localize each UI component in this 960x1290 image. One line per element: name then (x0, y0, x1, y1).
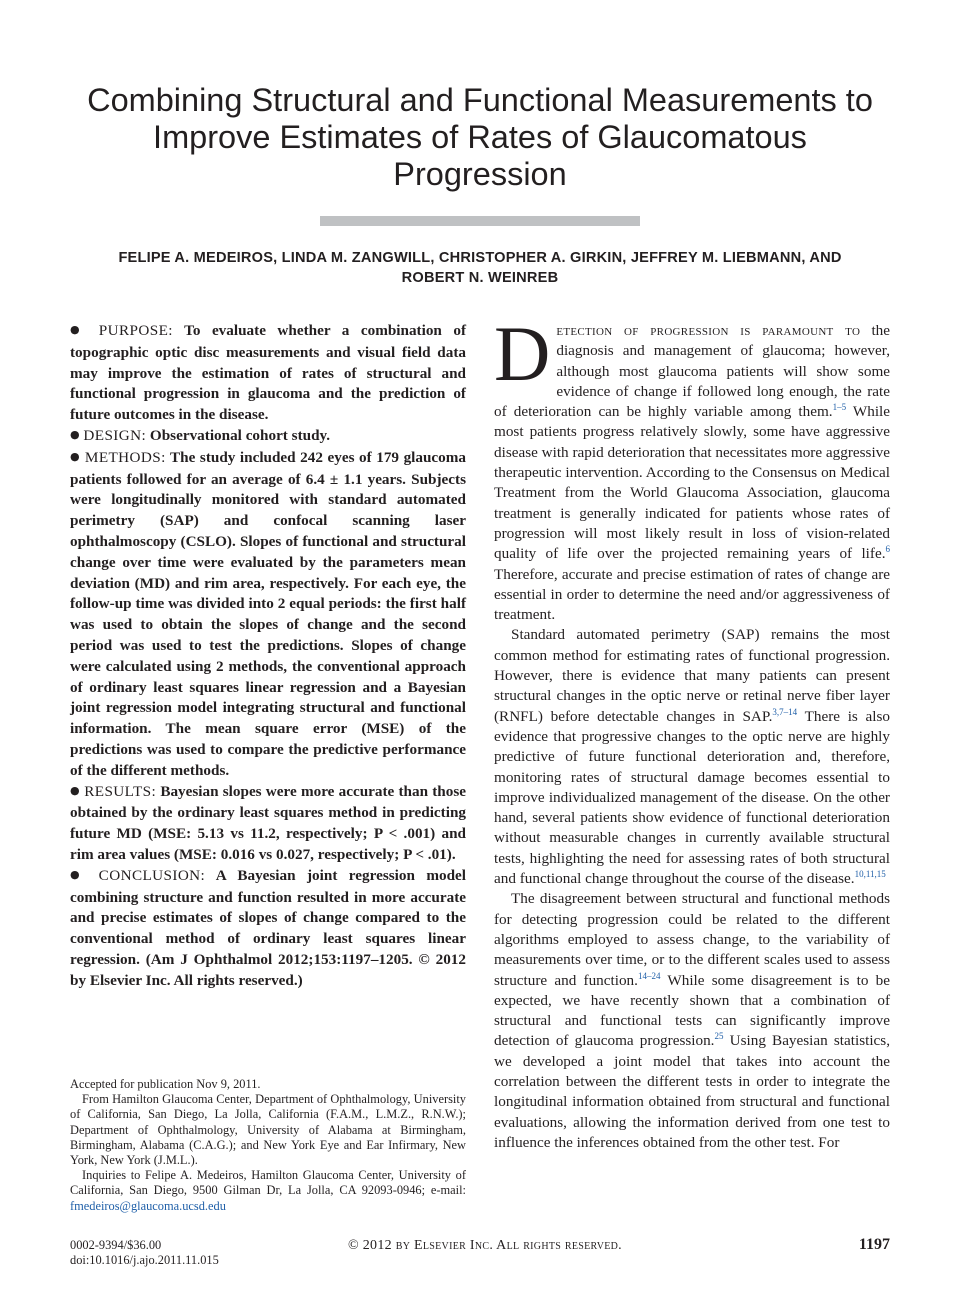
abstract (70, 321, 466, 992)
body-paragraph-1 (494, 310, 891, 625)
body-text-run: The disagreement between structural and functional methods for detecting progression could be related to the different algorithms employed to assess change, to the variability of measurements over time, or to the different scales used to assess structure and function. (494, 890, 890, 989)
results-text: Bayesian slopes were more accurate than those obtained by the ordinary least squares method in predicting future MD (MSE: 5.13 vs 11.2, respectively; P < .001) and rim area values (MSE: 0.016 vs 0.027, respectively; P < .01). (70, 782, 466, 863)
footer-copyright: © 2012 by Elsevier Inc. All rights reserved. (348, 1238, 622, 1253)
purpose-text: To evaluate whether a combination of topographic optic disc measurements and visual field data may improve the estimation of rates of structural and functional progression in glaucoma and the prediction of future outcomes in the disease. (70, 322, 467, 424)
title-line: Improve Estimates of Rates of Glaucomatous (153, 119, 807, 155)
inquiries-text: Inquiries to Felipe A. Medeiros, Hamilton Glaucoma Center, University of California, San Diego, 9500 Gilman Dr, La Jolla, CA 92093-0946; e-mail: (70, 1168, 466, 1198)
reference-link[interactable]: 3,7–14 (772, 706, 798, 717)
abstract-methods (70, 448, 466, 782)
body-text-run: the diagnosis and management of glaucoma; however, although most glaucoma patients will show some evidence of change if followed long enough, the rate of deterioration can be highly variable among them. (494, 322, 890, 421)
methods-label: METHODS: (84, 448, 166, 466)
issn: 0002-9394/$36.00 (70, 1238, 162, 1252)
body-text-run: Therefore, accurate and precise estimation of rates of change are essential in order to determine the need and/or aggressiveness of treatment. (494, 565, 890, 624)
drop-cap: D (494, 310, 551, 397)
title-line: Progression (393, 156, 567, 192)
results-label: RESULTS: (84, 782, 157, 800)
conclusion-label: CONCLUSION: (98, 866, 206, 884)
reference-link[interactable]: 6 (885, 544, 890, 555)
affiliations: From Hamilton Glaucoma Center, Department of Ophthalmology, University of California, San Diego, La Jolla, California (F.A.M., L.M.Z., R.N.W.); Department of Ophthalmology, University of Alabama at Birmingham, Birmingham, Alabama (C.A.G.); and New York Eye and Ear Infirmary, New York, New York (J.M.L.). (70, 1092, 466, 1168)
body-text (494, 310, 891, 1153)
acceptance-note (70, 1077, 466, 1214)
email-link[interactable]: fmedeiros@glaucoma.ucsd.edu (70, 1198, 226, 1213)
reference-link[interactable]: 14–24 (637, 970, 661, 981)
author-list (70, 248, 890, 288)
doi: doi:10.1016/j.ajo.2011.11.015 (70, 1253, 219, 1267)
accepted-date: Accepted for publication Nov 9, 2011. (70, 1077, 261, 1091)
abstract-purpose (70, 321, 466, 426)
bullet-icon: ● (70, 867, 88, 881)
author-line: FELIPE A. MEDEIROS, LINDA M. ZANGWILL, CHRISTOPHER A. GIRKIN, JEFFREY M. LIEBMANN, AND (118, 250, 842, 266)
author-line: ROBERT N. WEINREB (401, 270, 559, 286)
design-label: DESIGN: (83, 426, 147, 444)
purpose-label: PURPOSE: (98, 322, 173, 339)
bullet-icon: ● (70, 449, 81, 463)
abstract-results (70, 782, 466, 866)
inquiries (70, 1168, 466, 1214)
body-text-run: While most patients progress relatively slowly, some have aggressive disease with rapid deterioration that necessitates more aggressive therapeutic intervention. According to the Consensus on Medical Treatment from the World Glaucoma Association, glaucoma treatment is generally indicated for patients whose rates of progression will most likely result in loss of vision-related quality of life over the projected remaining years of life. (494, 403, 891, 563)
body-text-run: There is also evidence that progressive changes to the optic nerve are highly predictive of future functional deterioration and, therefore, monitoring rates of structural damage becomes essential to improve individualized management of the disease. On the other hand, several patients show evidence of functional deterioration without measurable changes in currently available structural tests, highlighting the need for assessing rates of both structural and functional change throughout the course of the disease. (494, 707, 890, 888)
methods-text: The study included 242 eyes of 179 glaucoma patients followed for an average of 6.4 ± 1.1 years. Subjects were longitudinally monitored with standard automated perimetry (SAP) and confocal scanning laser ophthalmoscopy (CSLO). Slopes of functional and structural change over time were evaluated by the parameters mean deviation (MD) and rim area, respectively. For each eye, the follow-up time was divided into 2 equal periods: the first half was used to obtain the slopes of change and the second period was used to test the predictions. Slopes of change were calculated using 2 methods, the conventional approach of ordinary least squares linear regression and a Bayesian joint regression model integrating structural and functional information. The mean square error (MSE) of the predictions was used to compare the predictive performance of the different methods. (70, 448, 466, 779)
design-text: Observational cohort study. (149, 426, 331, 444)
abstract-design (70, 426, 466, 448)
body-text-run: While some disagreement is to be expected, we have recently shown that a combination of structural and functional tests can significantly improve detection of glaucoma progression. (494, 971, 890, 1050)
body-paragraph-3 (494, 889, 890, 1153)
lead-in: etection of progression is paramount to (556, 322, 861, 339)
body-paragraph-2 (494, 625, 890, 889)
reference-link[interactable]: 25 (714, 1031, 724, 1042)
conclusion-text: A Bayesian joint regression model combining structure and function resulted in more accurate and precise estimates of slopes of change compared to the conventional method of ordinary least squares linear regression. (70, 866, 466, 968)
body-text-run: Standard automated perimetry (SAP) remains the most common method for estimating rates of functional progression. However, there is evidence that many patients can present structural changes in the optic nerve or retinal nerve fiber layer (RNFL) before detectable changes in SAP. (494, 626, 890, 725)
footer-identifiers (70, 1238, 219, 1268)
abstract-conclusion (70, 866, 466, 992)
journal-citation: (Am J Ophthalmol 2012;153:1197–1205. © 2012 by Elsevier Inc. All rights reserved.) (70, 950, 466, 989)
reference-link[interactable]: 10,11,15 (854, 868, 886, 879)
title-divider (320, 216, 640, 226)
bullet-icon: ● (70, 427, 80, 441)
article-title (70, 82, 890, 193)
page-number: 1197 (858, 1236, 890, 1253)
bullet-icon: ● (70, 323, 88, 336)
reference-link[interactable]: 1–5 (832, 402, 847, 413)
body-text-run: Using Bayesian statistics, we developed a joint model that takes into account the correlation between the different tests in order to integrate the longitudinal information obtained from structural and functional evaluations, allowing the information derived from one test to influence the inferences obtained from the other test. For (494, 1032, 890, 1151)
bullet-icon: ● (70, 783, 81, 797)
title-line: Combining Structural and Functional Measurements to (87, 82, 873, 118)
